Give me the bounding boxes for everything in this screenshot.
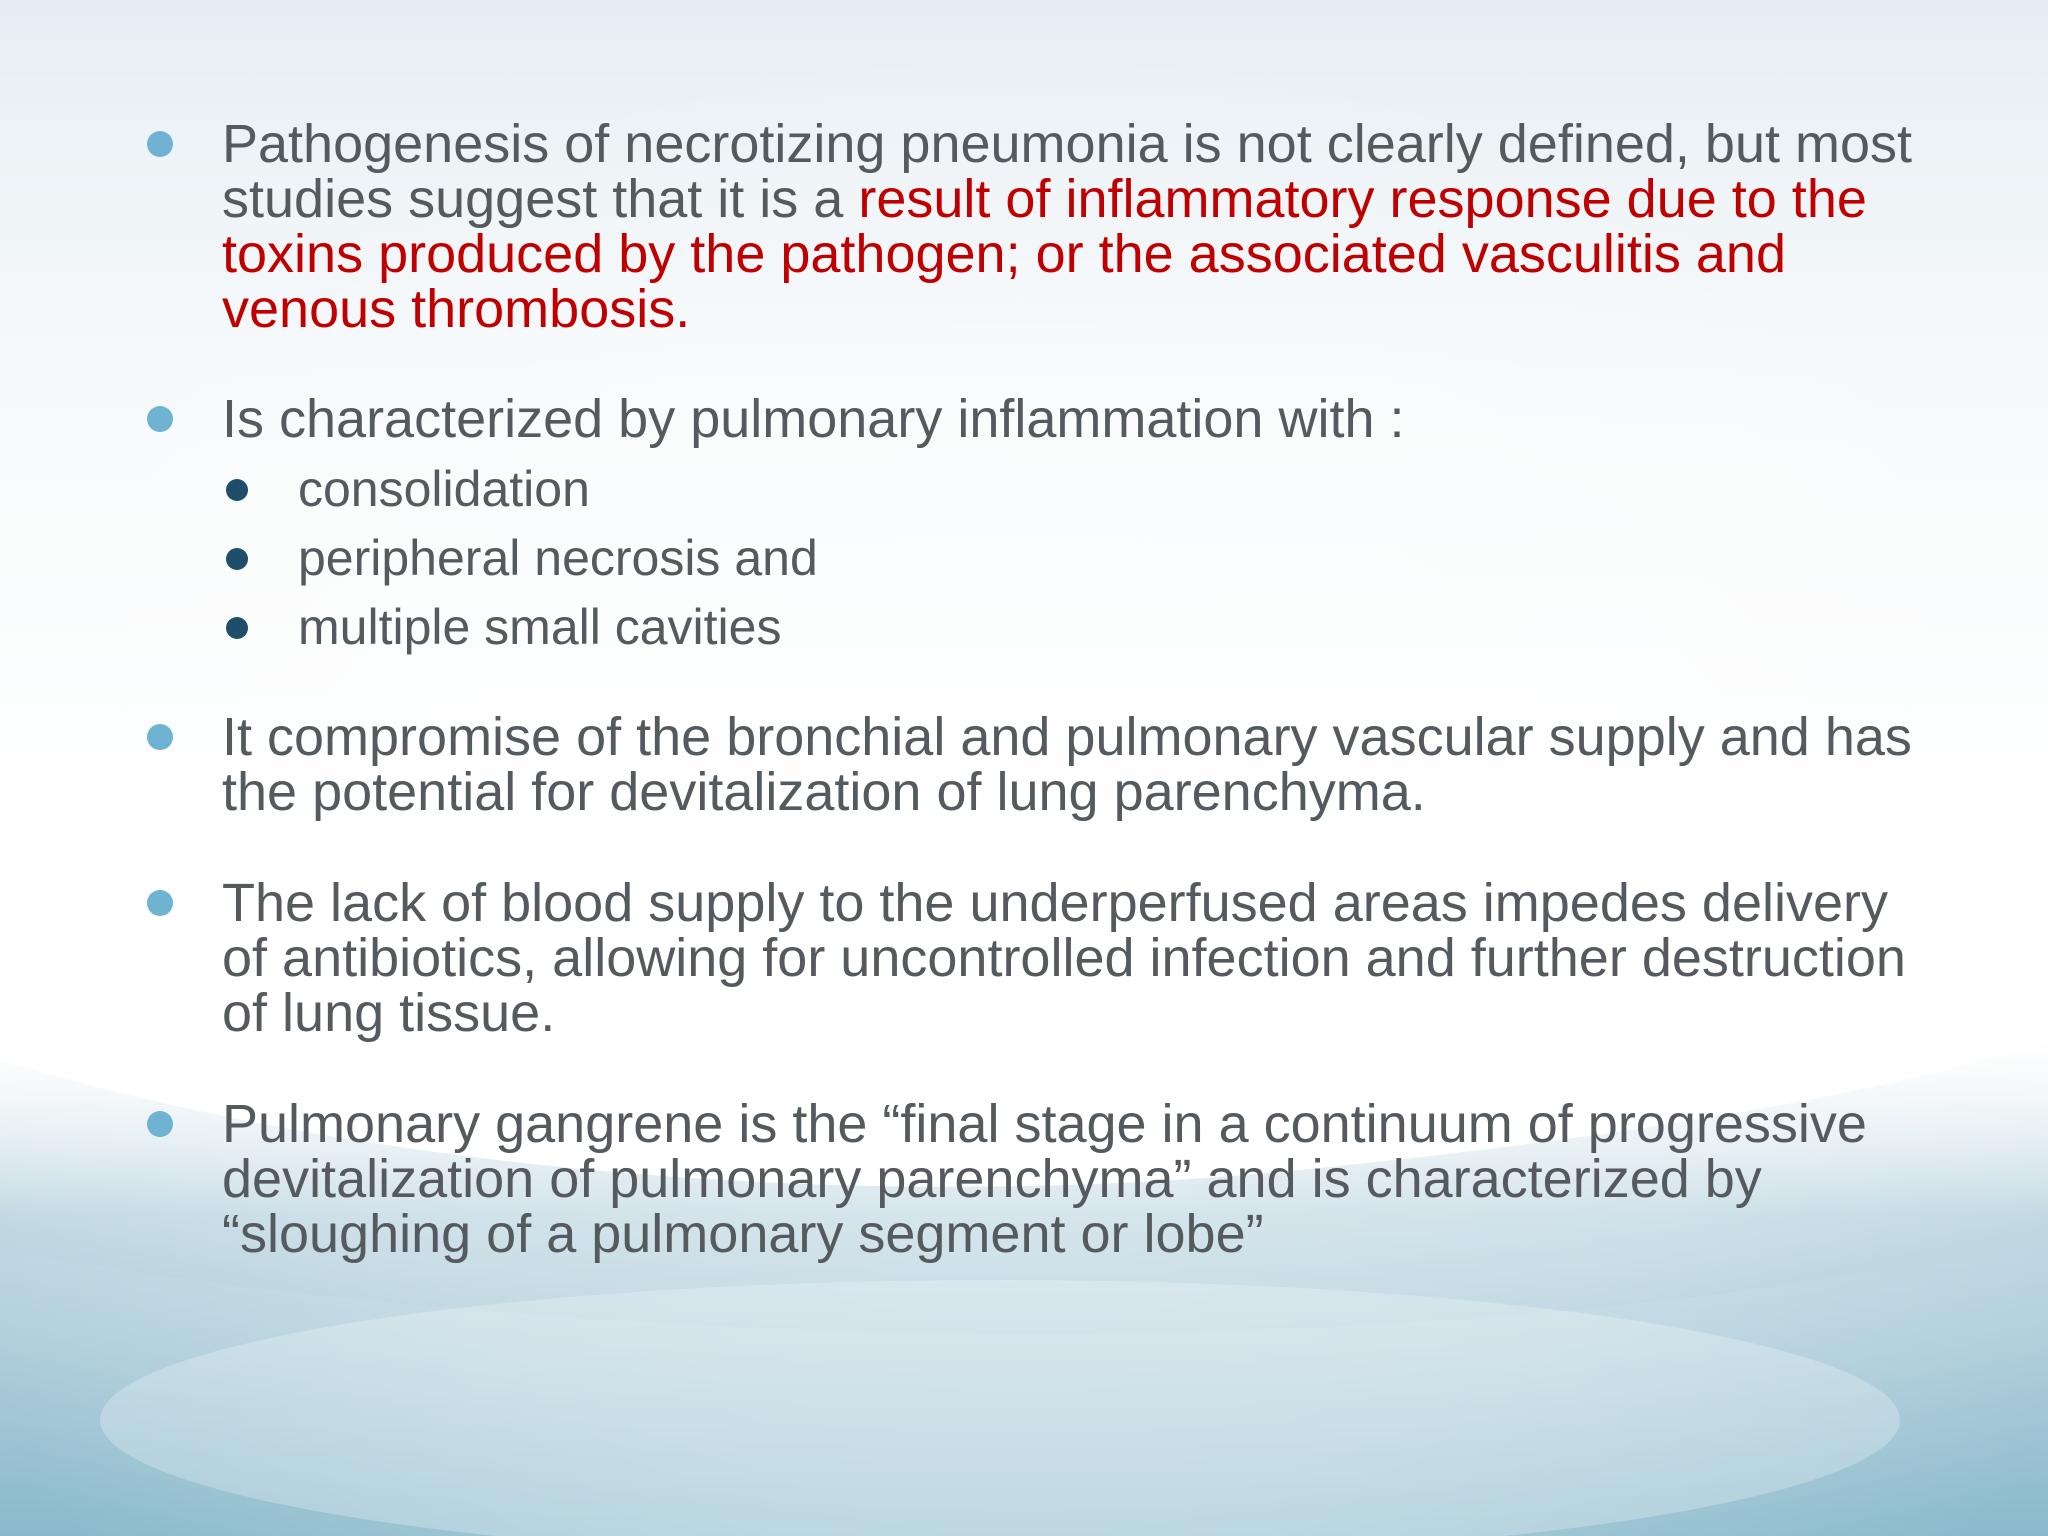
bullet-pathogenesis-lead: Pathogenesis of necrotizing pneumonia is not clearly defined, but most studies suggest that it is a (222, 114, 1913, 229)
sub-item-consolidation (298, 461, 590, 517)
sub-bullet-dot-icon (226, 479, 248, 501)
bullet-dot-icon (147, 724, 173, 750)
bullet-characterized-text: Is characterized by pulmonary inflammation with : (222, 389, 1405, 449)
sub-item-small-cavities (298, 599, 781, 655)
sub-item-consolidation-text: consolidation (298, 461, 590, 517)
bullet-pulmonary-gangrene-text: Pulmonary gangrene is the “final stage in a continuum of progressive devitalization of pulmonary parenchyma” and is characterized by “sloughing of a pulmonary segment or lobe” (222, 1094, 1867, 1264)
bullet-dot-icon (147, 406, 173, 432)
bullet-pathogenesis-highlight: result of inflammatory response due to the toxins produced by the pathogen; or the associated vasculitis and venous thrombosis. (222, 169, 1867, 339)
bullet-dot-icon (147, 890, 173, 916)
bullet-dot-icon (147, 131, 173, 157)
bullet-vascular-supply-text: It compromise of the bronchial and pulmonary vascular supply and has the potential for devitalization of lung parenchyma. (222, 707, 1912, 822)
bullet-dot-icon (147, 1111, 173, 1137)
sub-item-small-cavities-text: multiple small cavities (298, 599, 782, 655)
bullet-pulmonary-gangrene (222, 1094, 1922, 1264)
sub-item-peripheral-necrosis-text: peripheral necrosis and (298, 530, 818, 586)
bullet-vascular-supply (222, 707, 1922, 822)
bullet-pathogenesis (222, 114, 1922, 339)
bullet-blood-supply-text: The lack of blood supply to the underperfused areas impedes delivery of antibiotics, allowing for uncontrolled infection and further destruction of lung tissue. (222, 873, 1906, 1043)
bullet-characterized (222, 389, 1922, 449)
bullet-blood-supply (222, 873, 1922, 1043)
sub-item-peripheral-necrosis (298, 530, 818, 586)
sub-bullet-dot-icon (226, 617, 248, 639)
sub-bullet-dot-icon (226, 548, 248, 570)
